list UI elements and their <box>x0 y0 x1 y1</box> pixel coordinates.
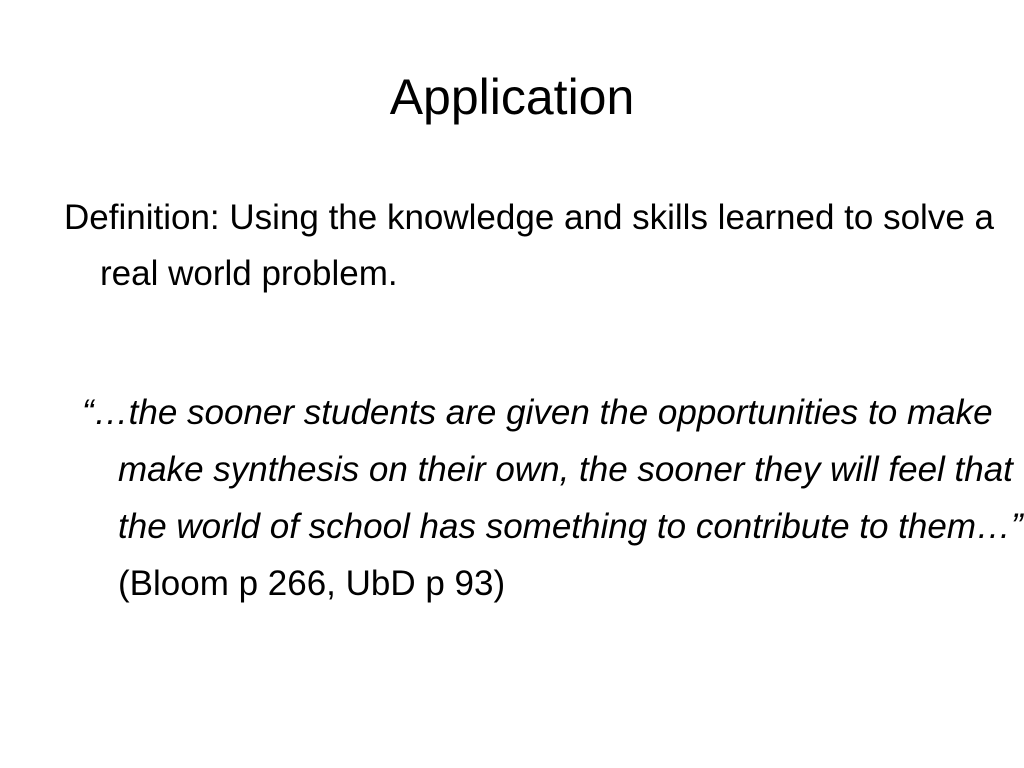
quote-text: “…the sooner students are given the opportunities to make make synthesis on their own, the sooner they will feel that the world of school has something to contribute to them…” <box>82 393 1023 546</box>
slide-title: Application <box>389 69 635 125</box>
quote-block <box>82 384 1024 612</box>
definition-text: Definition: Using the knowledge and skills learned to solve a real world problem. <box>64 198 994 293</box>
quote-citation: (Bloom p 266, UbD p 93) <box>118 564 506 603</box>
